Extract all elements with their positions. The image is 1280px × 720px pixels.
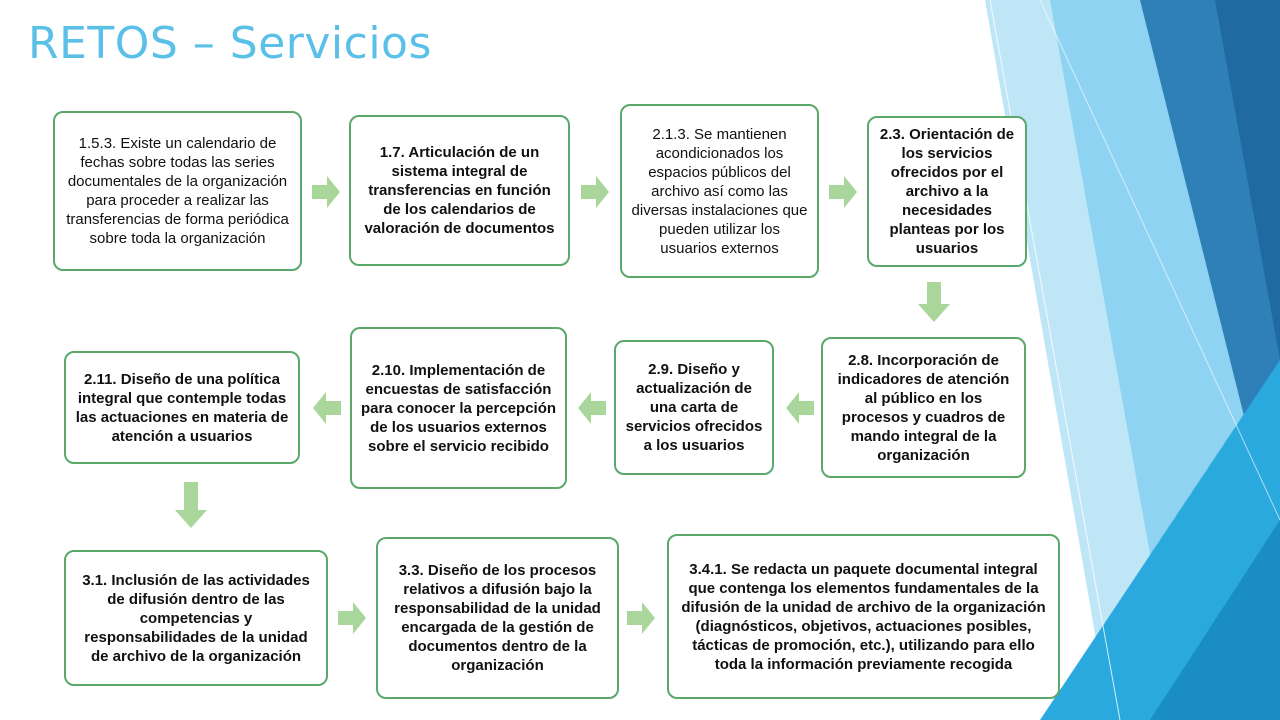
arrow-right-icon xyxy=(829,176,857,208)
step-box-1-7: 1.7. Articulación de un sistema integral de transferencias en función de los calendarios de valoración de documentos xyxy=(349,115,570,266)
arrow-left-icon xyxy=(313,392,341,424)
arrow-left-icon xyxy=(578,392,606,424)
arrow-right-icon xyxy=(338,602,366,634)
step-box-2-9: 2.9. Diseño y actualización de una carta de servicios ofrecidos a los usuarios xyxy=(614,340,774,475)
arrow-down-icon xyxy=(175,482,207,528)
step-box-2-3: 2.3. Orientación de los servicios ofrecidos por el archivo a la necesidades planteas por los usuarios xyxy=(867,116,1027,267)
arrow-right-icon xyxy=(312,176,340,208)
step-box-3-3: 3.3. Diseño de los procesos relativos a difusión bajo la responsabilidad de la unidad encargada de la gestión de documentos dentro de la organización xyxy=(376,537,619,699)
step-box-2-10: 2.10. Implementación de encuestas de satisfacción para conocer la percepción de los usuarios externos sobre el servicio recibido xyxy=(350,327,567,489)
step-box-1-5-3: 1.5.3. Existe un calendario de fechas sobre todas las series documentales de la organización para proceder a realizar las transferencias de forma periódica sobre toda la organización xyxy=(53,111,302,271)
arrow-right-icon xyxy=(627,602,655,634)
step-box-2-11: 2.11. Diseño de una política integral que contemple todas las actuaciones en materia de atención a usuarios xyxy=(64,351,300,464)
step-box-3-1: 3.1. Inclusión de las actividades de difusión dentro de las competencias y responsabilidades de la unidad de archivo de la organización xyxy=(64,550,328,686)
arrow-down-icon xyxy=(918,282,950,322)
arrow-right-icon xyxy=(581,176,609,208)
step-box-2-1-3: 2.1.3. Se mantienen acondicionados los espacios públicos del archivo así como las diversas instalaciones que pueden utilizar los usuarios externos xyxy=(620,104,819,278)
page-title: RETOS – Servicios xyxy=(28,18,432,69)
step-box-2-8: 2.8. Incorporación de indicadores de atención al público en los procesos y cuadros de mando integral de la organización xyxy=(821,337,1026,478)
step-box-3-4-1: 3.4.1. Se redacta un paquete documental integral que contenga los elementos fundamentales de la difusión de la unidad de archivo de la organización (diagnósticos, objetivos, actuaciones posibles, tácticas de promoción, etc.), utilizando para ello toda la información previamente recogida xyxy=(667,534,1060,699)
arrow-left-icon xyxy=(786,392,814,424)
